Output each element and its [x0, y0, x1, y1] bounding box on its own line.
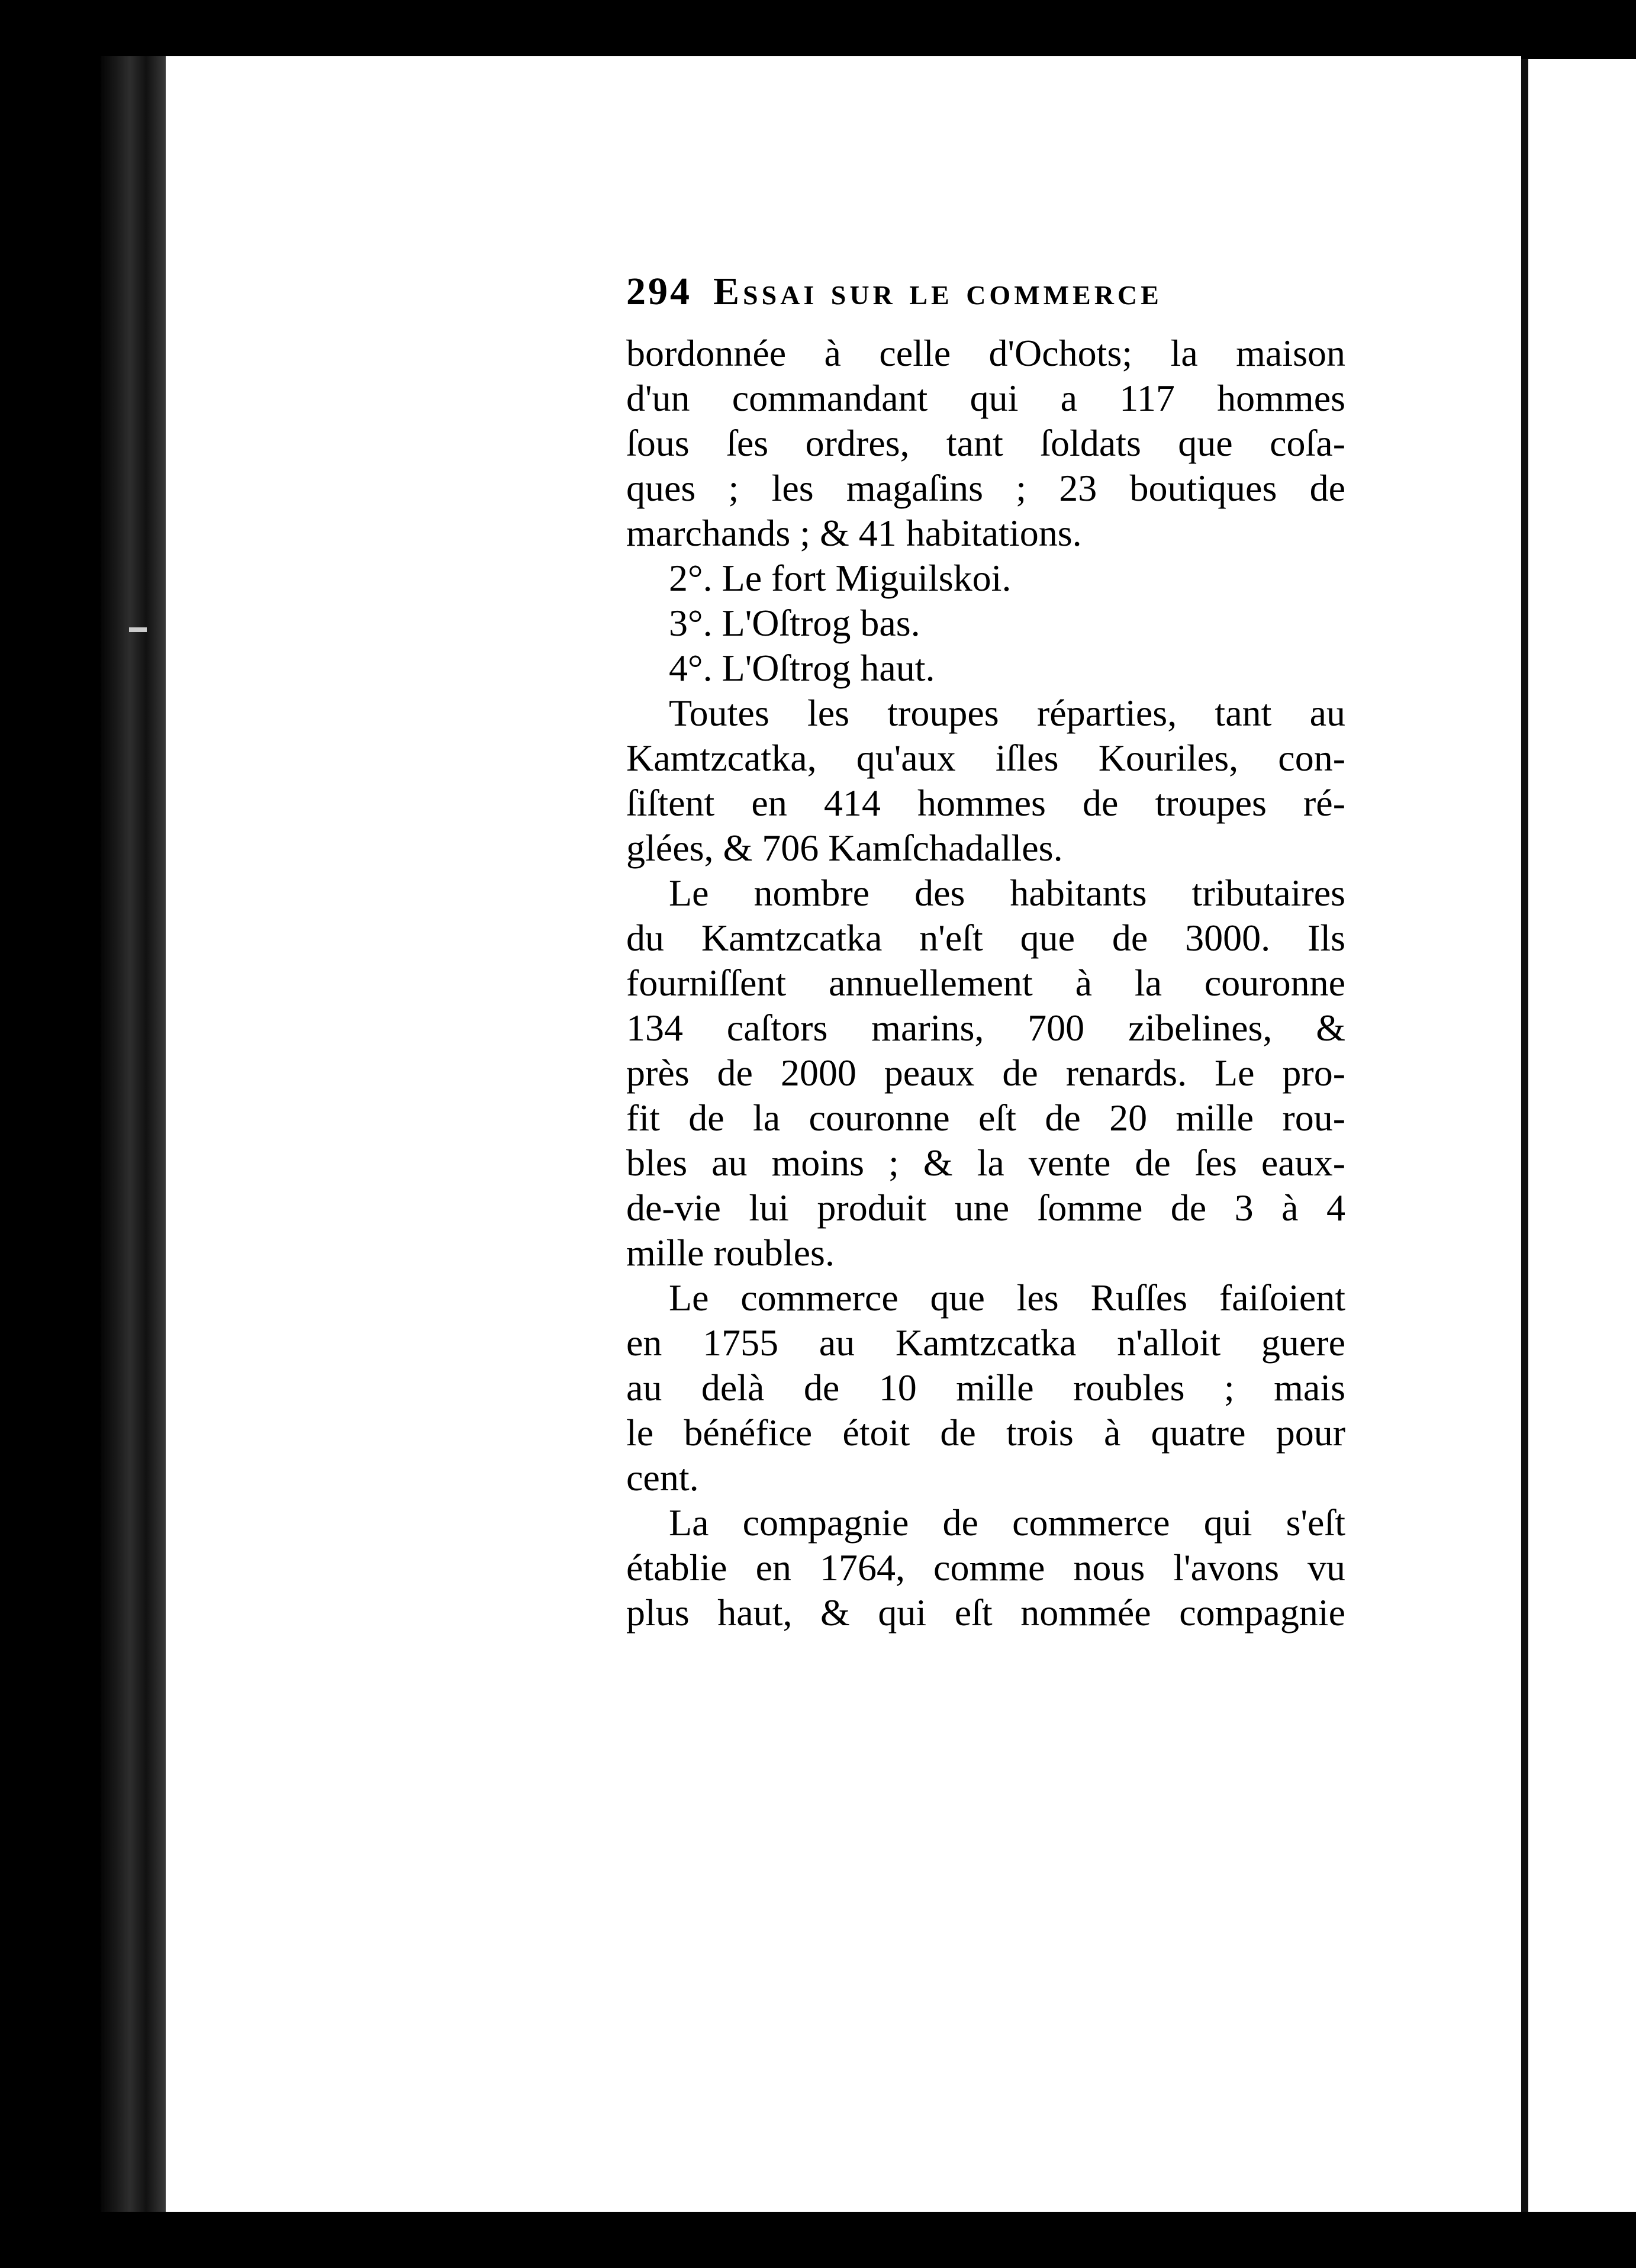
text-line: marchands ; & 41 habitations.: [626, 512, 1082, 554]
text-line: au delà de 10 mille roubles ; mais: [626, 1367, 1345, 1409]
gutter-mark: [129, 627, 147, 632]
text-line: ques ; les magaſins ; 23 boutiques de: [626, 467, 1345, 509]
text-line: bles au moins ; & la vente de ſes eaux-: [626, 1142, 1345, 1184]
facing-page-edge: [1521, 59, 1636, 2214]
text-line: glées, & 706 Kamſchadalles.: [626, 827, 1063, 869]
text-line: bordonnée à celle d'Ochots; la maison: [626, 332, 1345, 374]
text-line: cent.: [626, 1457, 699, 1499]
text-line: Le nombre des habitants tributaires: [669, 872, 1345, 914]
scan-bottom-border: [0, 2212, 1636, 2268]
text-line: du Kamtzcatka n'eſt que de 3000. Ils: [626, 917, 1345, 959]
scan-top-border: [0, 0, 1636, 56]
text-line: La compagnie de commerce qui s'eſt: [669, 1502, 1345, 1544]
text-line: mille roubles.: [626, 1232, 835, 1274]
text-line: Toutes les troupes réparties, tant au: [669, 692, 1345, 734]
text-line: d'un commandant qui a 117 hommes: [626, 377, 1345, 419]
running-title: Essai sur le commerce: [713, 270, 1162, 313]
text-line: de-vie lui produit une ſomme de 3 à 4: [626, 1187, 1345, 1229]
text-line: ſiſtent en 414 hommes de troupes ré-: [626, 782, 1345, 824]
text-line: établie en 1764, comme nous l'avons vu: [626, 1547, 1345, 1589]
text-line: en 1755 au Kamtzcatka n'alloit guere: [626, 1322, 1345, 1364]
text-line: ſous ſes ordres, tant ſoldats que coſa-: [626, 422, 1345, 464]
text-line: 2°. Le fort Miguilskoi.: [669, 557, 1012, 599]
text-line: 134 caſtors marins, 700 zibelines, &: [626, 1007, 1345, 1049]
page-number: 294: [626, 270, 692, 313]
text-line: 4°. L'Oſtrog haut.: [669, 647, 935, 689]
text-line: 3°. L'Oſtrog bas.: [669, 602, 920, 644]
body-text: [626, 331, 1345, 1635]
running-head: [626, 269, 1345, 314]
book-gutter: [101, 36, 166, 2214]
text-line: fourniſſent annuellement à la couronne: [626, 962, 1345, 1004]
text-line: près de 2000 peaux de renards. Le pro-: [626, 1052, 1345, 1094]
text-line: Le commerce que les Ruſſes faiſoient: [669, 1277, 1345, 1319]
text-line: Kamtzcatka, qu'aux iſles Kouriles, con-: [626, 737, 1345, 779]
text-line: le bénéfice étoit de trois à quatre pour: [626, 1412, 1345, 1454]
page-text: [626, 269, 1345, 1635]
text-line: plus haut, & qui eſt nommée compagnie: [626, 1592, 1345, 1634]
text-line: fit de la couronne eſt de 20 mille rou-: [626, 1097, 1345, 1139]
